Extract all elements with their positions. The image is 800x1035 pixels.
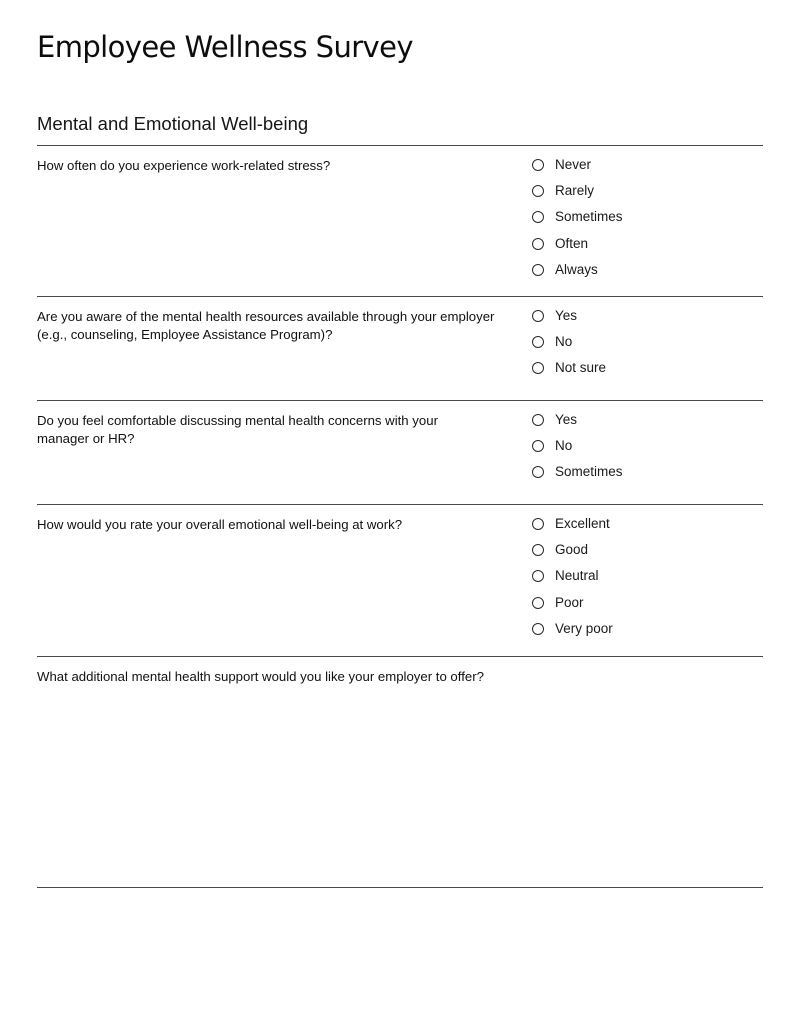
radio-option-label: Sometimes	[555, 209, 623, 225]
radio-option[interactable]	[532, 568, 613, 594]
question-3-options	[532, 412, 623, 491]
radio-option-label: Rarely	[555, 183, 595, 199]
radio-circle-icon[interactable]	[532, 211, 544, 223]
question-2-options	[532, 308, 606, 387]
radio-option[interactable]	[532, 595, 613, 621]
radio-option-label: No	[555, 438, 573, 454]
radio-circle-icon[interactable]	[532, 440, 544, 452]
divider	[37, 887, 763, 888]
question-1-text: How often do you experience work-related stress?	[37, 158, 331, 173]
radio-circle-icon[interactable]	[532, 623, 544, 635]
radio-option-label: Yes	[555, 412, 578, 427]
radio-circle-icon[interactable]	[532, 414, 544, 426]
divider	[37, 504, 763, 505]
radio-circle-icon[interactable]	[532, 597, 544, 609]
radio-option-label: No	[555, 334, 573, 350]
radio-option-label: Sometimes	[555, 464, 623, 480]
radio-circle-icon[interactable]	[532, 518, 544, 530]
question-4-options	[532, 516, 613, 647]
divider	[37, 656, 763, 657]
radio-option[interactable]	[532, 438, 623, 464]
radio-circle-icon[interactable]	[532, 362, 544, 374]
radio-option[interactable]	[532, 412, 623, 438]
radio-option[interactable]	[532, 262, 623, 288]
radio-circle-icon[interactable]	[532, 466, 544, 478]
radio-option-label: Neutral	[555, 568, 599, 584]
radio-option-label: Good	[555, 542, 589, 558]
radio-circle-icon[interactable]	[532, 570, 544, 582]
open-question-text: What additional mental health support would you like your employer to offer?	[37, 669, 484, 684]
divider	[37, 296, 763, 297]
radio-circle-icon[interactable]	[532, 310, 544, 322]
divider	[37, 145, 763, 146]
radio-option[interactable]	[532, 157, 623, 183]
radio-option-label: Poor	[555, 594, 584, 610]
radio-circle-icon[interactable]	[532, 185, 544, 197]
radio-option-label: Excellent	[555, 516, 610, 531]
radio-option[interactable]	[532, 236, 623, 262]
question-4-text: How would you rate your overall emotional well-being at work?	[37, 517, 403, 532]
section-title: Mental and Emotional Well-being	[37, 113, 309, 134]
radio-option-label: Very poor	[555, 620, 613, 636]
radio-circle-icon[interactable]	[532, 544, 544, 556]
radio-option-label: Not sure	[555, 360, 607, 376]
radio-option-label: Never	[555, 157, 592, 172]
radio-option[interactable]	[532, 308, 606, 334]
question-2-text: Are you aware of the mental health resources available through your employer (e.g., counseling, Employee Assistance Program)?	[37, 309, 495, 342]
radio-option[interactable]	[532, 542, 613, 568]
radio-option-label: Always	[555, 261, 598, 277]
question-3-text: Do you feel comfortable discussing mental health concerns with your manager or HR?	[37, 413, 438, 446]
radio-circle-icon[interactable]	[532, 159, 544, 171]
divider	[37, 400, 763, 401]
radio-option-label: Often	[555, 235, 589, 251]
radio-option[interactable]	[532, 621, 613, 647]
radio-option-label: Yes	[555, 308, 578, 323]
radio-option[interactable]	[532, 516, 613, 542]
radio-option[interactable]	[532, 334, 606, 360]
radio-option[interactable]	[532, 209, 623, 235]
radio-option[interactable]	[532, 464, 623, 490]
radio-circle-icon[interactable]	[532, 336, 544, 348]
radio-circle-icon[interactable]	[532, 264, 544, 276]
survey-title: Employee Wellness Survey	[37, 30, 413, 64]
radio-option[interactable]	[532, 360, 606, 386]
radio-circle-icon[interactable]	[532, 238, 544, 250]
open-answer-area[interactable]	[37, 693, 763, 883]
question-1-options	[532, 157, 623, 288]
radio-option[interactable]	[532, 183, 623, 209]
